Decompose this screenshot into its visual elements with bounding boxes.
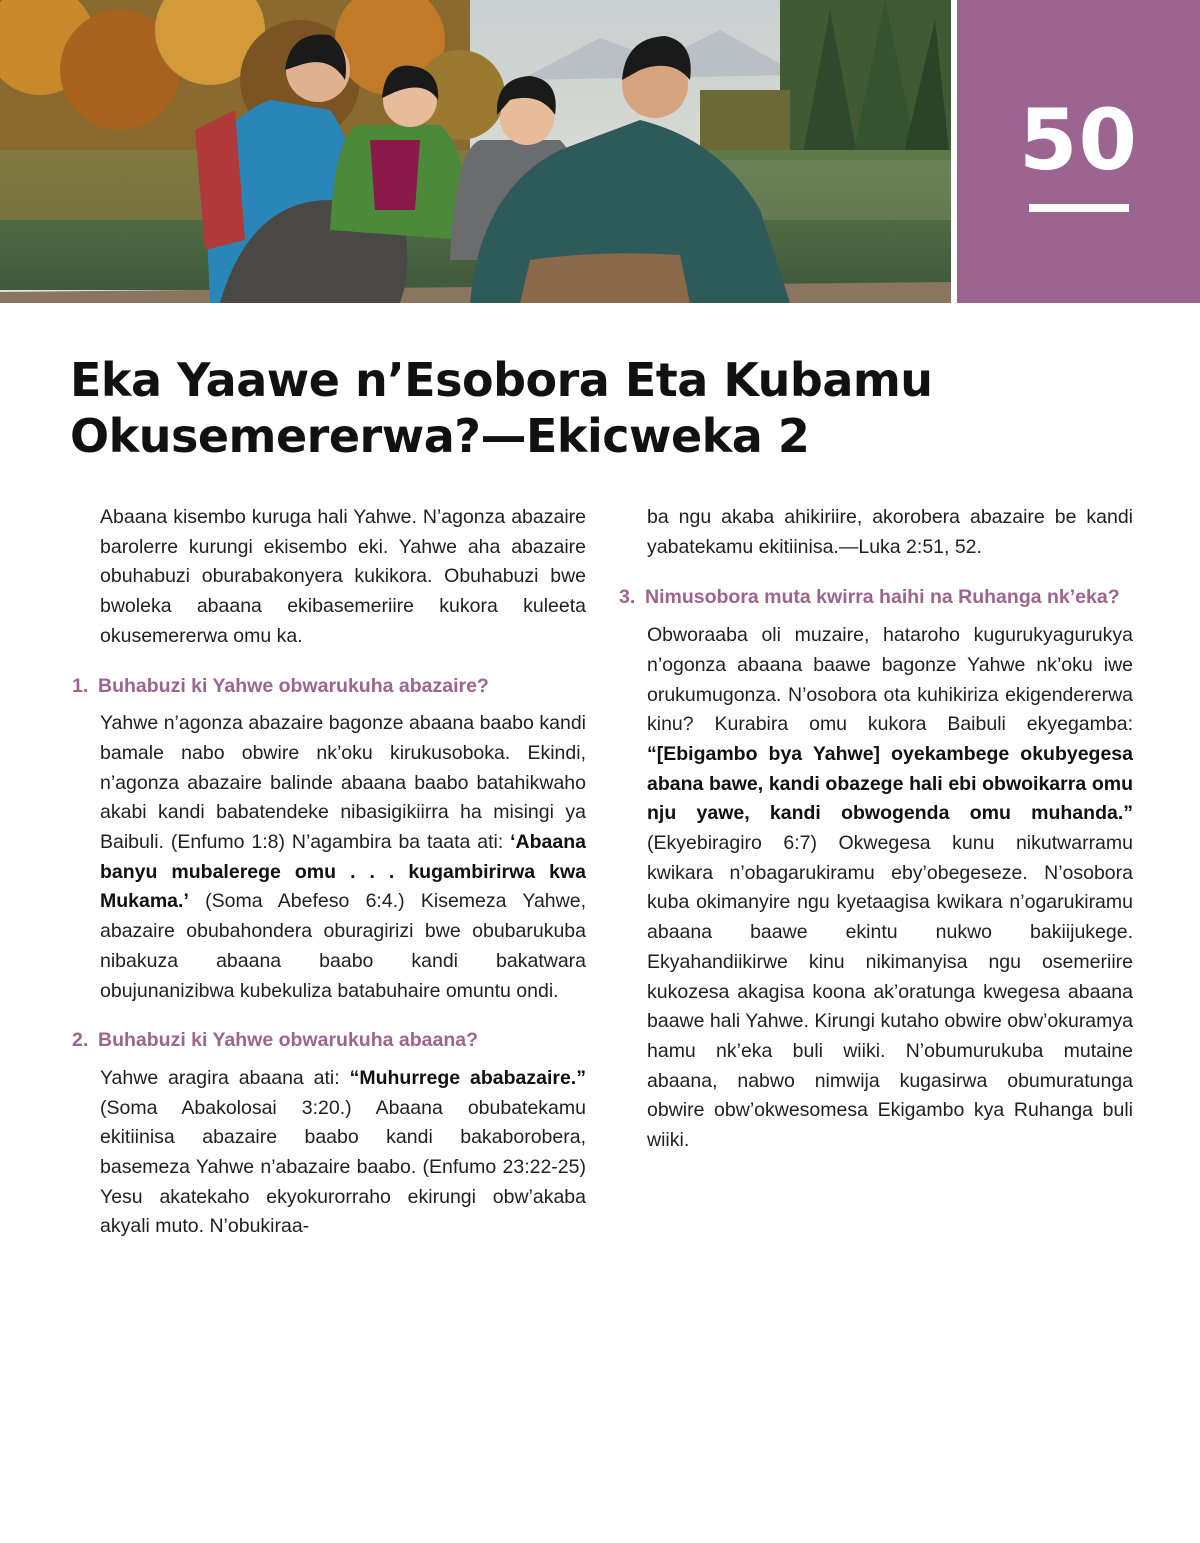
section-1-paragraph bbox=[100, 709, 586, 1006]
question-text-2: Buhabuzi ki Yahwe obwarukuha abaana? bbox=[98, 1029, 478, 1052]
intro-paragraph: Abaana kisembo kuruga hali Yahwe. N’agonza abazaire barolerre kurungi ekisembo eki. Yahwe aha abazaire obuhabuzi oburabakonyera kukikora. Obuhabuzi bwe bwoleka abaana ekibasemeriire kukora kuleeta okusemererwa omu ka. bbox=[100, 506, 586, 647]
question-text-1: Buhabuzi ki Yahwe obwarukuha abazaire? bbox=[98, 674, 489, 697]
question-heading-3 bbox=[619, 583, 1133, 613]
section-2-continuation: ba ngu akaba ahikiriire, akorobera abazaire be kandi yabatekamu ekitiinisa.—Luka 2:51, 52. bbox=[647, 506, 1133, 558]
right-column bbox=[619, 503, 1133, 1156]
title-line-2: Okusemererwa?—Ekicweka 2 bbox=[70, 409, 810, 463]
section-3-paragraph bbox=[647, 621, 1133, 1156]
section-2-text-a: Yahwe aragira abaana ati: bbox=[100, 1066, 350, 1089]
question-number-1: 1. bbox=[72, 674, 89, 697]
section-3-scripture-quote: “[Ebigambo bya Yahwe] oyekambege okubyegesa abana bawe, kandi obazege hali ebi obwoikarra omu nju yawe, kandi obwogenda omu muhanda.” bbox=[647, 742, 1133, 825]
question-heading-2 bbox=[72, 1026, 586, 1056]
left-column bbox=[72, 503, 586, 1242]
section-3-text-b: (Ekyebiragiro 6:7) Okwegesa kunu nikutwarramu kwikara n’obagarukiramu eby’obegeseze. N’osobora kuba okimanyire ngu kyetaagisa kwikara n’ogarukiramu abaana baawe ekintu nukwo bakiijukege. Ekyahandiikirwe kinu nikimanyisa ngu osemeriire kukozesa akagisa koona ak’oratunga kwegesa abaana baawe hali Yahwe. Kirungi kutaho obwire obw’okuramya hamu nk’eka buli wiiki. N’obumurukuba mutaine abaana, nabwo nimwija kugasirwa obumuratunga obwire obw’okwesomesa Ekigambo kya Ruhanga buli wiiki. bbox=[647, 832, 1133, 1152]
question-text-3: Nimusobora muta kwirra haihi na Ruhanga nk’eka? bbox=[645, 586, 1120, 609]
question-number-2: 2. bbox=[72, 1029, 89, 1052]
lesson-number: 50 bbox=[1019, 91, 1138, 189]
section-2-text-b: (Soma Abakolosai 3:20.) Abaana obubatekamu ekitiinisa abazaire baabo kandi bakaborobera, basemeza Yahwe n’abazaire baabo. (Enfumo 23:22-25) Yesu akatekaho ekyokurorraho ekirungi obw’akaba akyali muto. N’obukiraa- bbox=[100, 1096, 586, 1238]
question-number-3: 3. bbox=[619, 586, 636, 609]
question-heading-1 bbox=[72, 672, 586, 702]
section-2-paragraph bbox=[100, 1064, 586, 1242]
family-lake-illustration bbox=[0, 0, 951, 303]
title-line-1: Eka Yaawe n’Esobora Eta Kubamu bbox=[70, 353, 933, 407]
section-1-text-b: (Soma Abefeso 6:4.) Kisemeza Yahwe, abazaire obubahondera oburagirizi bwe obubarukuba nibakuza abaana baabo kandi bakatwara obujunanizibwa kubekuliza batabuhaire omuntu ondi. bbox=[100, 890, 586, 1002]
section-1-text-a: Yahwe n’agonza abazaire bagonze abaana baabo kandi bamale nabo obwire nk’oku kirukusoboka. Ekindi, n’agonza abazaire balinde abaana baabo batahikwaho akabi kandi babatendeke nibasigikiirra ha misingi ya Baibuli. (Enfumo 1:8) N’agambira ba taata ati: bbox=[100, 712, 586, 854]
header-photo bbox=[0, 0, 951, 303]
section-2-scripture-quote: “Muhurrege ababazaire.” bbox=[349, 1066, 586, 1089]
section-1-scripture-quote: ‘Abaana banyu mubalerege omu . . . kugambirirwa kwa Mukama.’ bbox=[100, 831, 586, 913]
section-3-text-a: Obworaaba oli muzaire, hataroho kugurukyagurukya n’ogonza abaana baawe bagonze Yahwe nk’oku iwe orukumugonza. N’osobora ota kuhikiriza ekigendererwa kinu? Kurabira omu kukora Baibuli ekyegamba: bbox=[647, 624, 1133, 736]
page-title bbox=[70, 352, 1130, 464]
lesson-number-box bbox=[957, 0, 1200, 303]
lesson-number-underline bbox=[1029, 204, 1129, 212]
